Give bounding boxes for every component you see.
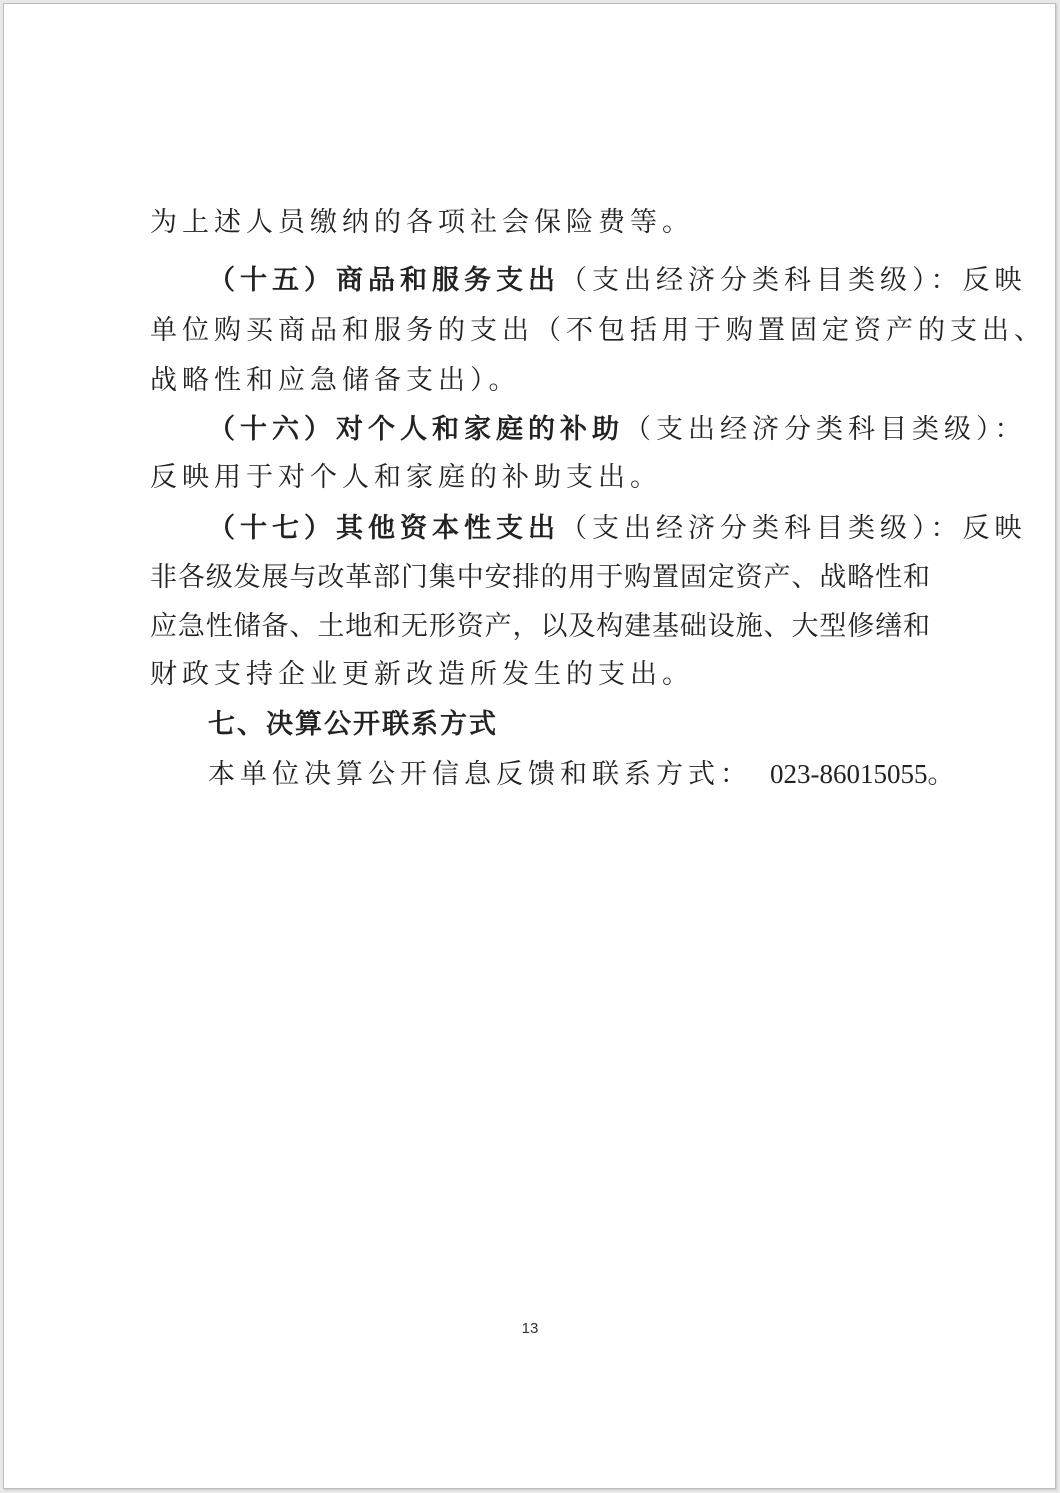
contact-label: 本单位决算公开信息反馈和联系方式： — [208, 759, 752, 790]
paragraph-item-15-first-line — [208, 258, 1027, 297]
paragraph-line: 非各级发展与改革部门集中安排的用于购置固定资产、战略性和 — [150, 562, 930, 593]
contact-phone-number: 023-86015055。 — [770, 759, 955, 789]
contact-line — [208, 752, 955, 791]
paragraph-line: 为上述人员缴纳的各项社会保险费等。 — [150, 207, 694, 238]
item-15-title: （十五）商品和服务支出 — [208, 265, 560, 296]
paragraph-line: 应急性储备、土地和无形资产，以及构建基础设施、大型修缮和 — [150, 611, 930, 642]
item-16-classification: （支出经济分类科目类级）： — [624, 414, 1027, 445]
paragraph-item-16-first-line — [208, 407, 1027, 446]
paragraph-line: 财政支持企业更新改造所发生的支出。 — [150, 659, 694, 690]
section-heading: 七、决算公开联系方式 — [208, 709, 498, 740]
paragraph-item-17-first-line — [208, 506, 1027, 545]
item-17-classification: （支出经济分类科目类级）：反映 — [560, 513, 1027, 544]
item-16-title: （十六）对个人和家庭的补助 — [208, 414, 624, 445]
item-15-classification: （支出经济分类科目类级）：反映 — [560, 265, 1027, 296]
paragraph-line: 单位购买商品和服务的支出（不包括用于购置固定资产的支出、 — [150, 315, 1046, 346]
paragraph-line: 反映用于对个人和家庭的补助支出。 — [150, 462, 662, 493]
page-number: 13 — [521, 1320, 539, 1337]
document-page — [3, 3, 1056, 1489]
item-17-title: （十七）其他资本性支出 — [208, 513, 560, 544]
paragraph-line: 战略性和应急储备支出）。 — [150, 365, 521, 396]
